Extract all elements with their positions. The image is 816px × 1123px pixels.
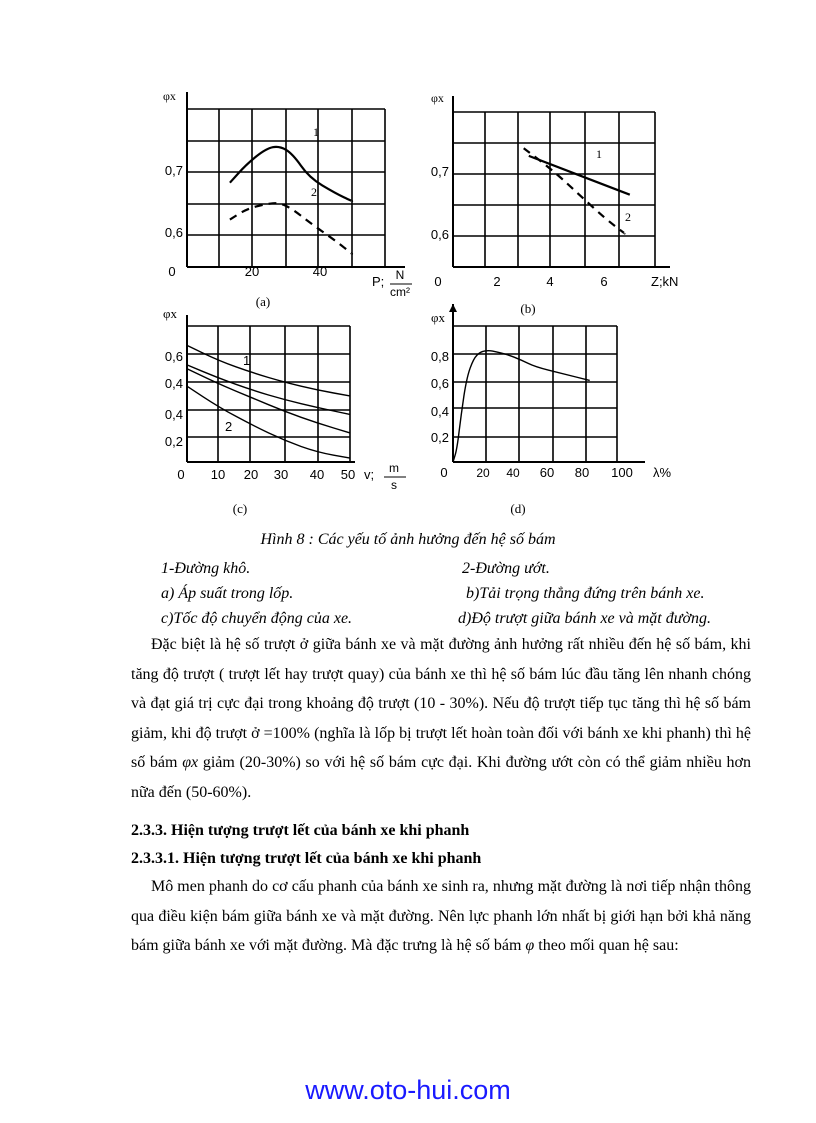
paragraph-1-text-a: Đặc biệt là hệ số trượt ở giữa bánh xe và mặt đường ảnh hưởng rất nhiều đến hệ số bám, khi tăng độ trượt ( trượt lết hay trượt quay) của bánh xe thì hệ số bám lúc đầu tăng lên nhanh chóng và đạt giá trị cực đại trong khoảng độ trượt (10 - 30%). Nếu độ trượt tiếp tục tăng thì hệ số bám giảm, khi độ trượt ở =100% (nghĩa là lốp bị trượt lết hoàn toàn đối với bánh xe khi phanh) thì hệ số bám (131, 636, 751, 772)
chart-d-x-tick-label: 20 (476, 466, 490, 480)
chart-a-series-2-line (230, 203, 352, 254)
chart-c-x-tick-label: 30 (273, 467, 289, 482)
chart-d-x-tick-label: 100 (611, 465, 633, 480)
chart-b-series-2-line (524, 148, 625, 233)
phi-x-symbol: φx (182, 754, 199, 772)
chart-c-x-tick-label: 40 (309, 467, 325, 482)
chart-c-series-1-line (187, 345, 350, 396)
legend-wet-road: 2-Đường ướt. (462, 560, 550, 577)
chart-a-x-tick-label: 40 (312, 264, 328, 279)
chart-c-y-tick-label: 0,4 (164, 376, 183, 391)
chart-d-panel-label: (d) (510, 501, 526, 516)
paragraph-2-text-a: Mô men phanh do cơ cấu phanh của bánh xe sinh ra, nhưng mặt đường là nơi tiếp nhận thông qua điều kiện bám giữa bánh xe và mặt đường. Nên lực phanh lớn nhất bị giới hạn bởi khả năng bám giữa bánh xe với mặt đường. Mà đặc trưng là hệ số bám (131, 878, 751, 955)
chart-c-y-tick-label: 0,6 (164, 349, 183, 364)
paragraph-2 (131, 872, 751, 961)
chart-c-curve-1-label: 1 (243, 353, 251, 368)
paragraph-1-text-b: giảm (20-30%) so với hệ số bám cực đại. Khi đường ướt còn có thể giảm nhiều hơn nữa đến (50-60%). (131, 754, 751, 801)
legend-c: c)Tốc độ chuyển động của xe. (161, 610, 353, 627)
chart-c-y-tick-label: 0,4 (164, 407, 183, 422)
chart-b-curve-2-label: 2 (625, 210, 631, 224)
chart-b-series-1-line (529, 156, 630, 195)
chart-d-x-axis-label: λ% (653, 465, 672, 480)
chart-b-origin-label: 0 (434, 274, 442, 289)
chart-d-x-tick-label: 80 (574, 465, 590, 480)
figure-caption: Hình 8 : Các yếu tố ảnh hưởng đến hệ số bám (260, 531, 556, 548)
chart-b-x-tick-label: 2 (493, 274, 501, 289)
chart-d-y-tick-label: 0,8 (430, 349, 449, 364)
chart-c-series-2-line (187, 386, 350, 458)
chart-b-y-tick-label: 0,7 (430, 164, 449, 179)
chart-c-x-tick-label: 50 (340, 467, 356, 482)
chart-b-y-tick-label: 0,6 (430, 227, 449, 242)
chart-c-y-tick-label: 0,2 (164, 434, 183, 449)
chart-b-x-tick-label: 6 (600, 274, 608, 289)
chart-d-y-tick-label: 0,6 (430, 376, 449, 391)
chart-d-y-tick-label: 0,4 (430, 404, 449, 419)
subsection-heading: 2.3.3.1. Hiện tượng trượt lết của bánh xe khi phanh (131, 850, 482, 867)
chart-d-x-tick-label: 60 (539, 465, 555, 480)
legend-b: b)Tải trọng thẳng đứng trên bánh xe. (466, 585, 705, 602)
figure-8 (0, 0, 816, 530)
chart-a-panel-label: (a) (255, 294, 271, 309)
chart-d-x-tick-label: 40 (506, 466, 520, 480)
chart-d-y-axis-label: φx (431, 310, 446, 325)
chart-c-x-axis-label-num: m (389, 461, 399, 475)
chart-a-curve-1-label: 1 (313, 125, 319, 139)
legend-d: d)Độ trượt giữa bánh xe và mặt đường. (458, 610, 712, 627)
section-heading: 2.3.3. Hiện tượng trượt lết của bánh xe khi phanh (131, 822, 470, 839)
chart-a-x-tick-label: 20 (244, 264, 260, 279)
legend-a: a) Áp suất trong lốp. (161, 585, 294, 602)
footer-website[interactable]: www.oto-hui.com (305, 1075, 511, 1105)
chart-b-x-tick-label: 4 (546, 274, 554, 289)
chart-d-origin-label: 0 (440, 465, 448, 480)
chart-d-series-x-line (453, 351, 590, 462)
paragraph-1 (131, 630, 751, 808)
chart-c-curve-2-label: 2 (225, 419, 233, 434)
chart-b-x-axis-label: Z;kN (651, 274, 679, 289)
paragraph-2-text-b: theo mối quan hệ sau: (538, 937, 679, 955)
chart-c-panel-label: (c) (232, 501, 248, 516)
chart-a-curve-2-label: 2 (311, 185, 317, 199)
chart-c-series-1b-line (187, 365, 350, 415)
chart-b-y-axis-label: φx (431, 91, 444, 105)
chart-a-x-axis-label-den: cm² (390, 285, 410, 299)
chart-a-y-axis-label: φx (163, 89, 176, 103)
chart-c-x-axis-label: v; (364, 467, 375, 482)
chart-b-curve-1-label: 1 (596, 147, 602, 161)
chart-a-x-axis-label: P; (372, 274, 385, 289)
chart-c-origin-label: 0 (177, 467, 185, 482)
chart-c-x-tick-label: 10 (210, 467, 226, 482)
chart-b-panel-label: (b) (520, 301, 536, 316)
chart-a-series-1-line (230, 147, 352, 201)
phi-symbol: φ (525, 937, 535, 955)
chart-a-y-tick-label: 0,6 (164, 225, 183, 240)
chart-d-y-axis-arrow (449, 304, 457, 312)
chart-d-y-tick-label: 0,2 (430, 430, 449, 445)
legend-dry-road: 1-Đường khô. (161, 560, 251, 577)
chart-a-origin-label: 0 (168, 264, 176, 279)
chart-c-x-tick-label: 20 (243, 467, 259, 482)
chart-a-x-axis-label-num: N (395, 268, 405, 282)
chart-c-x-axis-label-den: s (391, 478, 397, 492)
chart-c-series-2a-line (187, 369, 350, 433)
chart-c-y-axis-label: φx (163, 306, 178, 321)
chart-a-y-tick-label: 0,7 (164, 163, 183, 178)
